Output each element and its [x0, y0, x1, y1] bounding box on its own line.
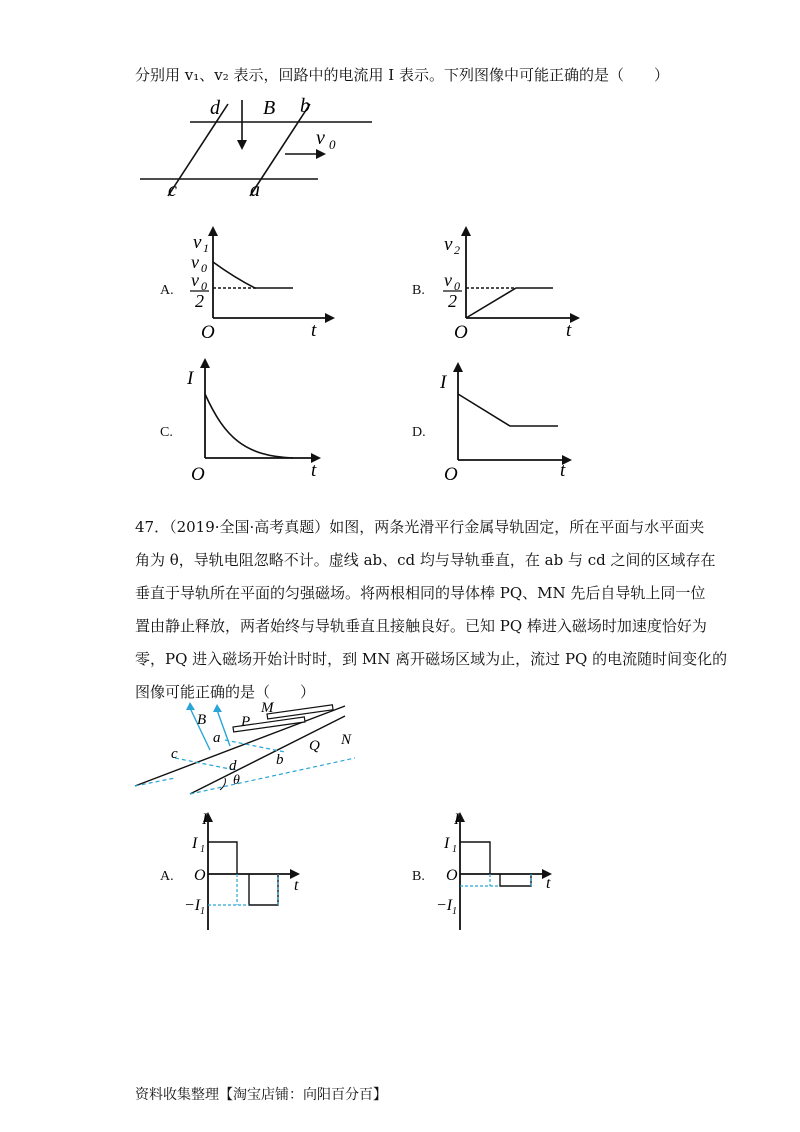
qa-i1-sub: 1	[200, 844, 205, 855]
qb-yname: I	[454, 811, 460, 828]
b-frac-sub: 0	[454, 279, 460, 293]
q46-option-a-graph	[185, 226, 335, 341]
q46-tail-text: 分别用 v₁、v₂ 表示，回路中的电流用 I 表示。下列图像中可能正确的是（ ）	[135, 66, 669, 84]
qb-xname: t	[546, 875, 551, 892]
c-xname: t	[311, 460, 317, 481]
q46-option-d-letter[interactable]: D.	[412, 425, 426, 440]
q47-incline-figure	[135, 698, 360, 798]
c-origin: O	[191, 464, 205, 485]
incline-B: B	[197, 712, 207, 728]
qb-i1: I	[444, 835, 450, 852]
q47-option-a-graph	[180, 812, 320, 934]
label-v0: v	[316, 127, 325, 149]
qa-xname: t	[294, 877, 299, 894]
q47-option-b-letter[interactable]: B.	[412, 869, 425, 884]
a-top: v	[191, 252, 199, 272]
q47-line-4: 置由静止释放，两者始终与导轨垂直且接触良好。已知 PQ 棒进入磁场时加速度恰好为	[135, 617, 707, 635]
incline-b: b	[276, 752, 284, 768]
q46-option-c-letter[interactable]: C.	[160, 425, 173, 440]
q47-option-a-letter[interactable]: A.	[160, 869, 174, 884]
q47-line-2: 角为 θ，导轨电阻忽略不计。虚线 ab、cd 均与导轨垂直，在 ab 与 cd 之间的区域存在	[135, 551, 716, 569]
q46-option-a-letter[interactable]: A.	[160, 283, 174, 298]
qb-neg-sub: 1	[452, 906, 457, 917]
qa-yname: I	[202, 811, 208, 828]
q47-line-3: 垂直于导轨所在平面的匀强磁场。将两根相同的导体棒 PQ、MN 先后自导轨上同一位	[135, 584, 706, 602]
q46-rail-figure	[130, 92, 390, 202]
q46-option-b-graph	[438, 226, 588, 341]
incline-Q: Q	[309, 738, 320, 754]
a-ysub: 1	[203, 241, 209, 255]
a-yname: v	[193, 232, 202, 253]
incline-theta: θ	[233, 773, 240, 788]
qb-i1-sub: 1	[452, 844, 457, 855]
a-origin: O	[201, 322, 215, 343]
d-xname: t	[560, 460, 566, 481]
q46-option-b-letter[interactable]: B.	[412, 283, 425, 298]
label-d: d	[210, 97, 220, 119]
incline-a: a	[213, 730, 221, 746]
label-b: b	[300, 95, 310, 117]
label-a: a	[250, 179, 260, 201]
a-frac-den: 2	[195, 291, 204, 311]
a-xname: t	[311, 320, 317, 341]
b-frac-den: 2	[448, 291, 457, 311]
d-yname: I	[440, 372, 447, 393]
label-B: B	[263, 97, 276, 119]
incline-N: N	[341, 732, 352, 748]
b-ysub: 2	[454, 243, 460, 257]
q47-line-5: 零，PQ 进入磁场开始计时时，到 MN 离开磁场区域为止，流过 PQ 的电流随时间变化的	[135, 650, 728, 668]
d-origin: O	[444, 464, 458, 485]
a-top-sub: 0	[201, 261, 207, 275]
qa-neg-sub: 1	[200, 906, 205, 917]
q46-option-c-graph	[185, 358, 335, 483]
qa-i1: I	[192, 835, 198, 852]
a-frac-num: v	[191, 270, 199, 290]
q47-option-b-graph	[432, 812, 572, 934]
incline-c: c	[171, 746, 178, 762]
q47-line-6: 图像可能正确的是（ ）	[135, 683, 316, 701]
label-c: c	[168, 179, 177, 201]
b-xname: t	[566, 320, 572, 341]
b-yname: v	[444, 234, 453, 255]
qb-origin: O	[446, 867, 458, 884]
footer-text: 资料收集整理【淘宝店铺：向阳百分百】	[135, 1087, 387, 1103]
incline-d: d	[229, 758, 237, 774]
q46-option-d-graph	[438, 362, 588, 485]
b-origin: O	[454, 322, 468, 343]
a-frac-sub: 0	[201, 279, 207, 293]
incline-M: M	[261, 700, 274, 716]
label-v0-sub: 0	[329, 137, 336, 152]
qa-neg: −I	[184, 897, 201, 914]
q47-line-1: 47．（2019·全国·高考真题）如图，两条光滑平行金属导轨固定，所在平面与水平面夹	[135, 518, 705, 536]
qb-neg: −I	[436, 897, 453, 914]
qa-origin: O	[194, 867, 206, 884]
incline-P: P	[241, 714, 251, 730]
c-yname: I	[187, 368, 194, 389]
b-frac-num: v	[444, 270, 452, 290]
